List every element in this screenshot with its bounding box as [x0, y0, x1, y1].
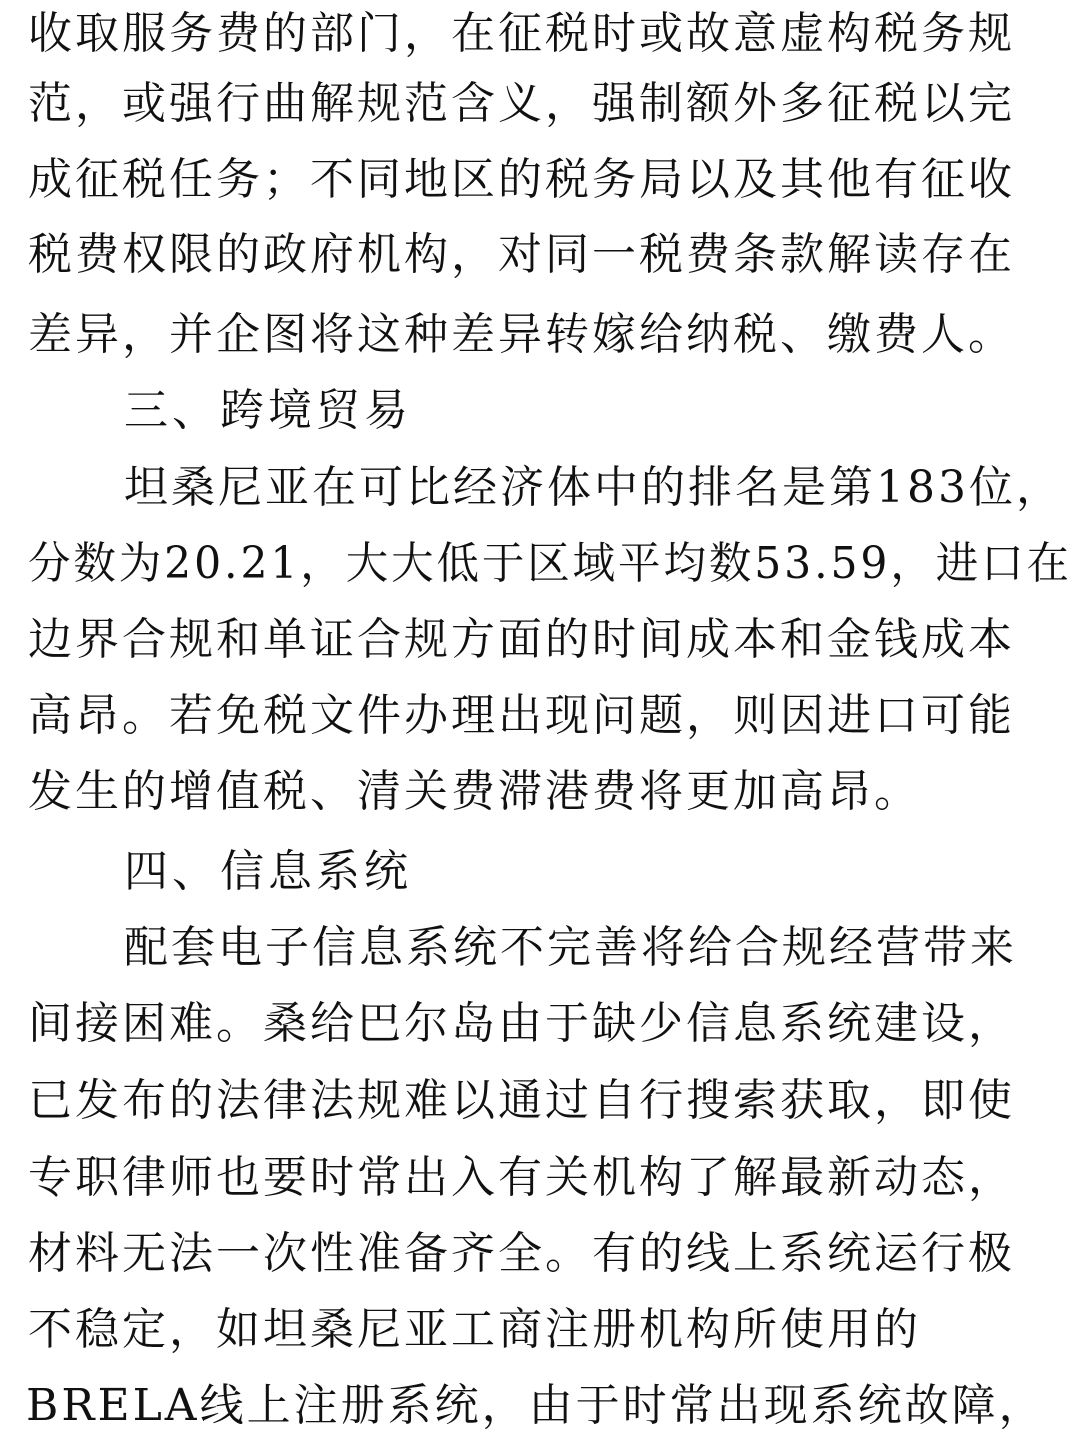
text-line: 已发布的法律法规难以通过自行搜索获取，即使 — [28, 1075, 1015, 1126]
text-line: 材料无法一次性准备齐全。有的线上系统运行极 — [28, 1228, 1015, 1279]
text-line: 边界合规和单证合规方面的时间成本和金钱成本 — [28, 614, 1015, 665]
text-line: 范，或强行曲解规范含义，强制额外多征税以完 — [28, 78, 1015, 129]
section-heading-information-systems: 四、信息系统 — [124, 846, 412, 897]
text-line: 收取服务费的部门，在征税时或故意虚构税务规 — [28, 8, 1015, 59]
text-line: 分数为20.21，大大低于区域平均数53.59，进口在 — [28, 538, 1072, 589]
text-line: 不稳定，如坦桑尼亚工商注册机构所使用的 — [28, 1304, 921, 1355]
text-line: 间接困难。桑给巴尔岛由于缺少信息系统建设， — [28, 998, 1015, 1049]
text-line: 差异，并企图将这种差异转嫁给纳税、缴费人。 — [28, 309, 1015, 360]
section-heading-cross-border-trade: 三、跨境贸易 — [124, 385, 412, 436]
paragraph-start-line: 坦桑尼亚在可比经济体中的排名是第183位， — [124, 462, 1063, 513]
text-line: 成征税任务；不同地区的税务局以及其他有征收 — [28, 154, 1015, 205]
text-line: 高昂。若免税文件办理出现问题，则因进口可能 — [28, 690, 1015, 741]
paragraph-start-line: 配套电子信息系统不完善将给合规经营带来 — [124, 922, 1017, 973]
text-line: BRELA线上注册系统，由于时常出现系统故障， — [26, 1380, 1046, 1431]
text-line: 专职律师也要时常出入有关机构了解最新动态， — [28, 1152, 1015, 1203]
text-line: 发生的增值税、清关费滞港费将更加高昂。 — [28, 766, 921, 817]
text-line: 税费权限的政府机构，对同一税费条款解读存在 — [28, 229, 1015, 280]
